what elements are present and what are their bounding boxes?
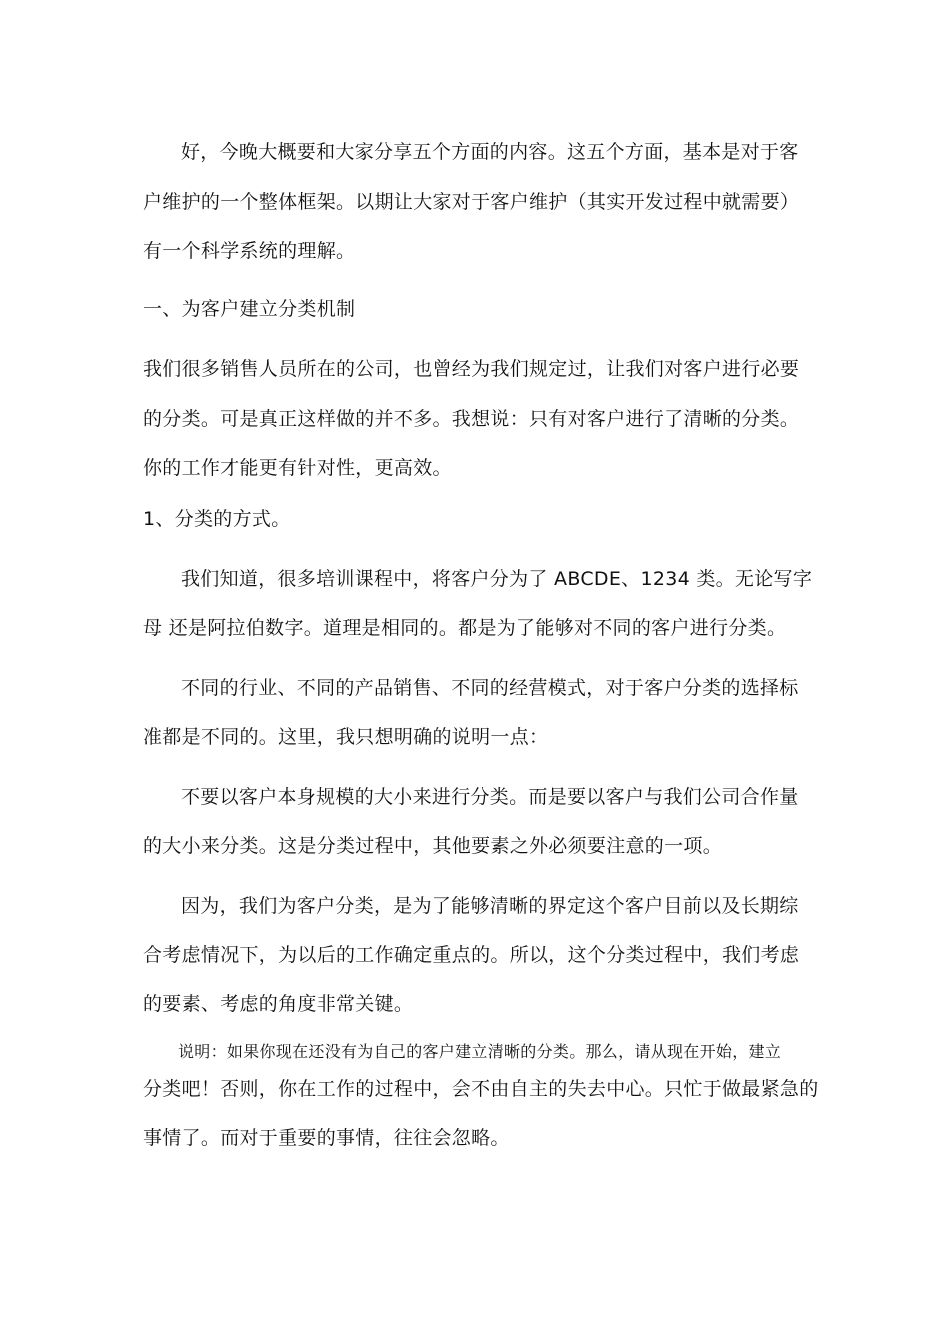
note-line: 分类吧！否则，你在工作的过程中，会不由自主的失去中心。只忙于做最紧急的 [143, 1078, 819, 1100]
subsection-heading: 1、分类的方式。 [143, 508, 291, 530]
note-line: 事情了。而对于重要的事情，往往会忽略。 [143, 1127, 510, 1149]
note-line: 说明：如果你现在还没有为自己的客户建立清晰的分类。那么，请从现在开始，建立 [178, 1042, 782, 1061]
paragraph-line: 合考虑情况下，为以后的工作确定重点的。所以，这个分类过程中，我们考虑 [143, 944, 800, 966]
paragraph-line: 因为，我们为客户分类，是为了能够清晰的界定这个客户目前以及长期综 [181, 895, 799, 917]
paragraph-line: 户维护的一个整体框架。以期让大家对于客户维护（其实开发过程中就需要） [143, 191, 800, 213]
section-heading: 一、为客户建立分类机制 [143, 298, 356, 320]
paragraph-line: 准都是不同的。这里，我只想明确的说明一点： [143, 726, 549, 748]
paragraph-line: 我们很多销售人员所在的公司，也曾经为我们规定过，让我们对客户进行必要 [143, 358, 800, 380]
paragraph-line: 不要以客户本身规模的大小来进行分类。而是要以客户与我们公司合作量 [181, 786, 799, 808]
paragraph-line: 的要素、考虑的角度非常关键。 [143, 993, 414, 1015]
paragraph-line: 好，今晚大概要和大家分享五个方面的内容。这五个方面，基本是对于客 [181, 141, 799, 163]
paragraph-line: 的大小来分类。这是分类过程中，其他要素之外必须要注意的一项。 [143, 835, 723, 857]
paragraph-line: 有一个科学系统的理解。 [143, 240, 356, 262]
paragraph-line: 的分类。可是真正这样做的并不多。我想说：只有对客户进行了清晰的分类。 [143, 408, 800, 430]
paragraph-line: 你的工作才能更有针对性，更高效。 [143, 457, 452, 479]
paragraph-line: 我们知道，很多培训课程中，将客户分为了 ABCDE、1234 类。无论写字 [181, 568, 813, 590]
paragraph-line: 不同的行业、不同的产品销售、不同的经营模式，对于客户分类的选择标 [181, 677, 799, 699]
paragraph-line: 母 还是阿拉伯数字。道理是相同的。都是为了能够对不同的客户进行分类。 [143, 617, 787, 639]
